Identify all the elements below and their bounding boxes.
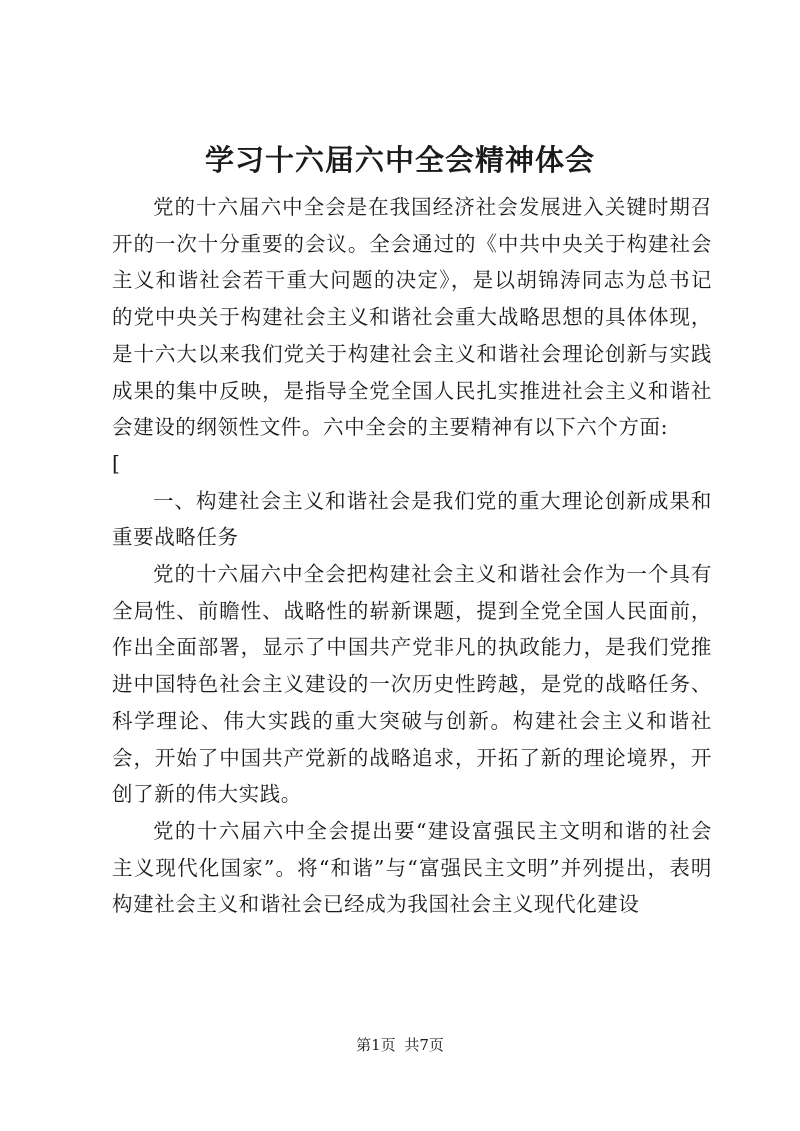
document-body bbox=[112, 189, 712, 923]
paragraph-section-1-b: 党的十六届六中全会提出要“建设富强民主文明和谐的社会主义现代化国家”。将“和谐”与“富强民主文明”并列提出，表明构建社会主义和谐社会已经成为我国社会主义现代化建设 bbox=[112, 818, 712, 917]
paragraph-intro: 党的十六届六中全会是在我国经济社会发展进入关键时期召开的一次十分重要的会议。全会通过的《中共中央关于构建社会主义和谐社会若干重大问题的决定》，是以胡锦涛同志为总书记的党中央关于构建社会主义和谐社会重大战略思想的具体体现，是十六大以来我们党关于构建社会主义和谐社会理论创新与实践成果的集中反映，是指导全党全国人民扎实推进社会主义和谐社会建设的纲领性文件。六中全会的主要精神有以下六个方面: bbox=[112, 195, 712, 440]
document-title: 学习十六届六中全会精神体会 bbox=[204, 143, 595, 177]
paragraph-section-1-a: 党的十六届六中全会把构建社会主义和谐社会作为一个具有全局性、前瞻性、战略性的崭新课题，提到全党全国人民面前，作出全面部署，显示了中国共产党非凡的执政能力，是我们党推进中国特色社会主义建设的一次历史性跨越，是党的战略任务、科学理论、伟大实践的重大突破与创新。构建社会主义和谐社会，开始了中国共产党新的战略追求，开拓了新的理论境界，开创了新的伟大实践。 bbox=[112, 562, 712, 807]
page-footer bbox=[0, 1035, 800, 1055]
paragraph-bracket: [ bbox=[112, 451, 121, 476]
page-number: 第1页 bbox=[356, 1036, 396, 1054]
page-total: 共7页 bbox=[404, 1036, 444, 1054]
section-heading-1: 一、构建社会主义和谐社会是我们党的重大理论创新成果和重要战略任务 bbox=[112, 488, 712, 550]
